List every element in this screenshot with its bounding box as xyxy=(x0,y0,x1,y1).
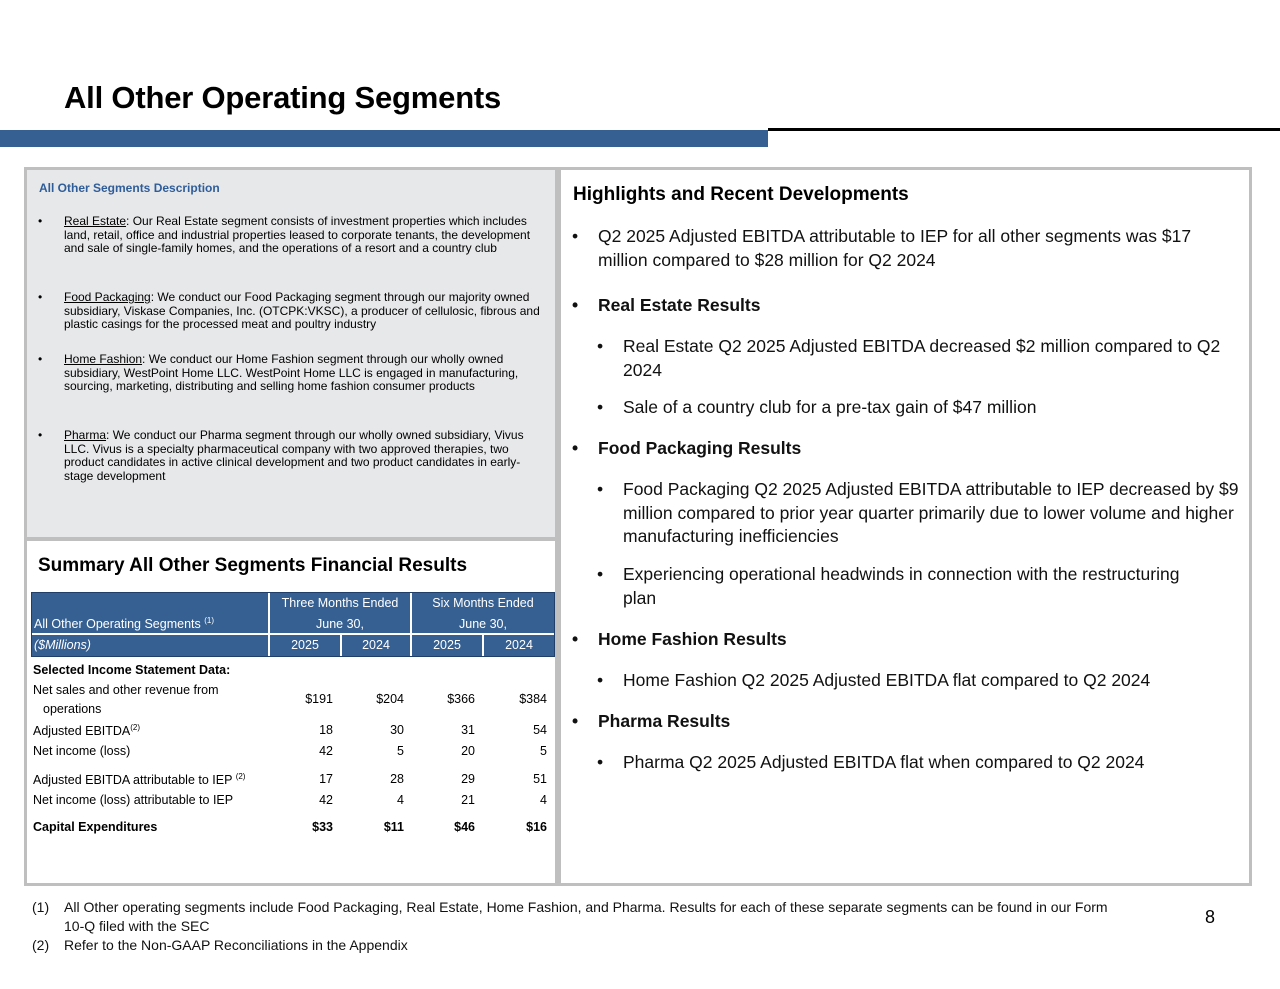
bullet: • xyxy=(38,214,43,228)
bullet: • xyxy=(597,564,604,584)
highlight-item: • Pharma Q2 2025 Adjusted EBITDA flat when compared to Q2 2024 xyxy=(623,751,1223,775)
description-text: : Our Real Estate segment consists of investment properties which includes land, retail, office and industrial properties leased to corporate tenants, the development and sale of single-family homes, and the operations of a resort and a country club xyxy=(64,214,531,256)
segments-description-panel xyxy=(24,167,558,540)
description-item-food-packaging xyxy=(38,290,548,332)
segment-column-header: All Other Operating Segments $^{(1)}$ xyxy=(34,616,215,631)
year-header: 2025 xyxy=(433,638,461,652)
table-cell: 42 xyxy=(319,744,333,758)
table-cell: 51 xyxy=(533,772,547,786)
description-item-home-fashion xyxy=(38,352,548,394)
description-item-real-estate xyxy=(38,214,548,256)
table-cell: $46 xyxy=(454,820,475,834)
bullet: • xyxy=(572,629,579,649)
footnote-number: (1) xyxy=(32,899,50,915)
description-term: Food Packaging xyxy=(64,290,151,304)
description-term: Pharma xyxy=(64,428,107,442)
units-label: ($Millions) xyxy=(34,638,91,652)
table-cell: $384 xyxy=(519,692,547,706)
highlight-item: • Real Estate Q2 2025 Adjusted EBITDA decreased $2 million compared to Q2 2024 xyxy=(597,336,1221,380)
table-cell: 18 xyxy=(319,723,333,737)
highlight-section-real-estate: • Real Estate Results xyxy=(598,294,1218,318)
row-label: Net income (loss) attributable to IEP xyxy=(33,793,234,807)
year-header: 2024 xyxy=(362,638,390,652)
table-cell: $366 xyxy=(447,692,475,706)
table-cell: 54 xyxy=(533,723,547,737)
footnote-number: (2) xyxy=(32,937,50,953)
financial-results-title: Summary All Other Segments Financial Results xyxy=(38,555,468,576)
row-label: Net sales and other revenue from xyxy=(33,683,219,697)
table-cell: 5 xyxy=(540,744,547,758)
highlight-section-home-fashion: • Home Fashion Results xyxy=(598,628,1218,652)
description-term: Real Estate xyxy=(64,214,127,228)
title-rule-blue xyxy=(0,130,768,147)
table-cell: $16 xyxy=(526,820,547,834)
bullet: • xyxy=(572,226,579,246)
page-number: 8 xyxy=(1205,907,1216,927)
row-label-continued: operations xyxy=(43,702,102,716)
six-months-header: Six Months Ended xyxy=(432,596,534,610)
bullet: • xyxy=(38,290,43,304)
table-header xyxy=(31,592,555,657)
three-months-date: June 30, xyxy=(316,617,364,631)
table-cell: 28 xyxy=(390,772,404,786)
description-text: : We conduct our Food Packaging segment through our majority owned subsidiary, Viskase Companies, Inc. (OTCPK:VKSC), a producer of cellulosic, fibrous and plastic casings for the processed meat and poultry industry xyxy=(64,290,540,332)
title-rule-black xyxy=(768,128,1280,131)
bullet: • xyxy=(572,295,579,315)
year-header: 2024 xyxy=(505,638,533,652)
table-cell: 29 xyxy=(461,772,475,786)
table-cell: $191 xyxy=(305,692,333,706)
table-cell: 5 xyxy=(397,744,404,758)
table-cell: 17 xyxy=(319,772,333,786)
description-term: Home Fashion xyxy=(64,352,143,366)
bullet: • xyxy=(597,397,604,417)
bullet: • xyxy=(572,711,579,731)
table-cell: 30 xyxy=(390,723,404,737)
highlight-section-food-packaging: • Food Packaging Results xyxy=(598,437,1218,461)
row-label: Adjusted EBITDA attributable to IEP $^{(2)}$ xyxy=(33,772,246,787)
section-label: Selected Income Statement Data: xyxy=(33,663,231,677)
highlights-heading: Highlights and Recent Developments xyxy=(573,184,909,205)
page-title: All Other Operating Segments xyxy=(64,80,502,115)
description-text: : We conduct our Home Fashion segment through our wholly owned subsidiary, WestPoint Home LLC. WestPoint Home LLC is engaged in manufacturing, sourcing, marketing, distributing and selling home fashion consumer products xyxy=(64,352,519,394)
highlight-item: • Food Packaging Q2 2025 Adjusted EBITDA attributable to IEP decreased by $9 million compared to prior year quarter primarily due to lower volume and higher manufacturing inefficiencies xyxy=(597,479,1239,546)
year-header: 2025 xyxy=(291,638,319,652)
six-months-date: June 30, xyxy=(459,617,507,631)
footnote-text: Refer to the Non-GAAP Reconciliations in the Appendix xyxy=(64,937,408,953)
highlight-item: • Home Fashion Q2 2025 Adjusted EBITDA flat compared to Q2 2024 xyxy=(623,669,1223,693)
table-cell: $11 xyxy=(383,820,404,834)
highlight-section-pharma: • Pharma Results xyxy=(598,710,1218,734)
bullet: • xyxy=(597,479,604,499)
highlight-item: • Experiencing operational headwinds in connection with the restructuring plan xyxy=(597,564,1180,608)
table-cell: 20 xyxy=(461,744,475,758)
table-cell: 31 xyxy=(461,723,475,737)
row-label: Adjusted EBITDA$^{(2)}$ xyxy=(33,723,141,738)
description-item-pharma xyxy=(38,428,548,483)
description-heading: All Other Segments Description xyxy=(39,181,220,195)
table-cell: 42 xyxy=(319,793,333,807)
bullet: • xyxy=(38,428,43,442)
highlight-item: • Q2 2025 Adjusted EBITDA attributable to IEP for all other segments was $17 million compared to $28 million for Q2 2024 xyxy=(572,226,1192,270)
bullet: • xyxy=(597,336,604,356)
three-months-header: Three Months Ended xyxy=(281,596,399,610)
bullet: • xyxy=(38,352,43,366)
financial-results-panel xyxy=(24,538,558,886)
footnote-text: All Other operating segments include Food Packaging, Real Estate, Home Fashion, and Pharma. Results for each of these separate segments can be found in our Form 10-Q filed with the SEC xyxy=(64,899,1108,934)
highlight-item: • Sale of a country club for a pre-tax gain of $47 million xyxy=(623,396,1223,420)
row-label: Net income (loss) xyxy=(33,744,131,758)
bullet: • xyxy=(572,438,579,458)
table-cell: 4 xyxy=(397,793,404,807)
table-cell: 21 xyxy=(461,793,475,807)
row-label: Capital Expenditures xyxy=(33,820,158,834)
bullet: • xyxy=(597,670,604,690)
description-text: : We conduct our Pharma segment through our wholly owned subsidiary, Vivus LLC. Vivus is a specialty pharmaceutical company with two approved therapies, two product candidates in active clinical development and two product candidates in early-stage development xyxy=(64,428,524,483)
table-cell: $204 xyxy=(376,692,404,706)
bullet: • xyxy=(597,752,604,772)
table-cell: 4 xyxy=(540,793,547,807)
table-cell: $33 xyxy=(312,820,333,834)
highlights-panel xyxy=(558,167,1252,886)
